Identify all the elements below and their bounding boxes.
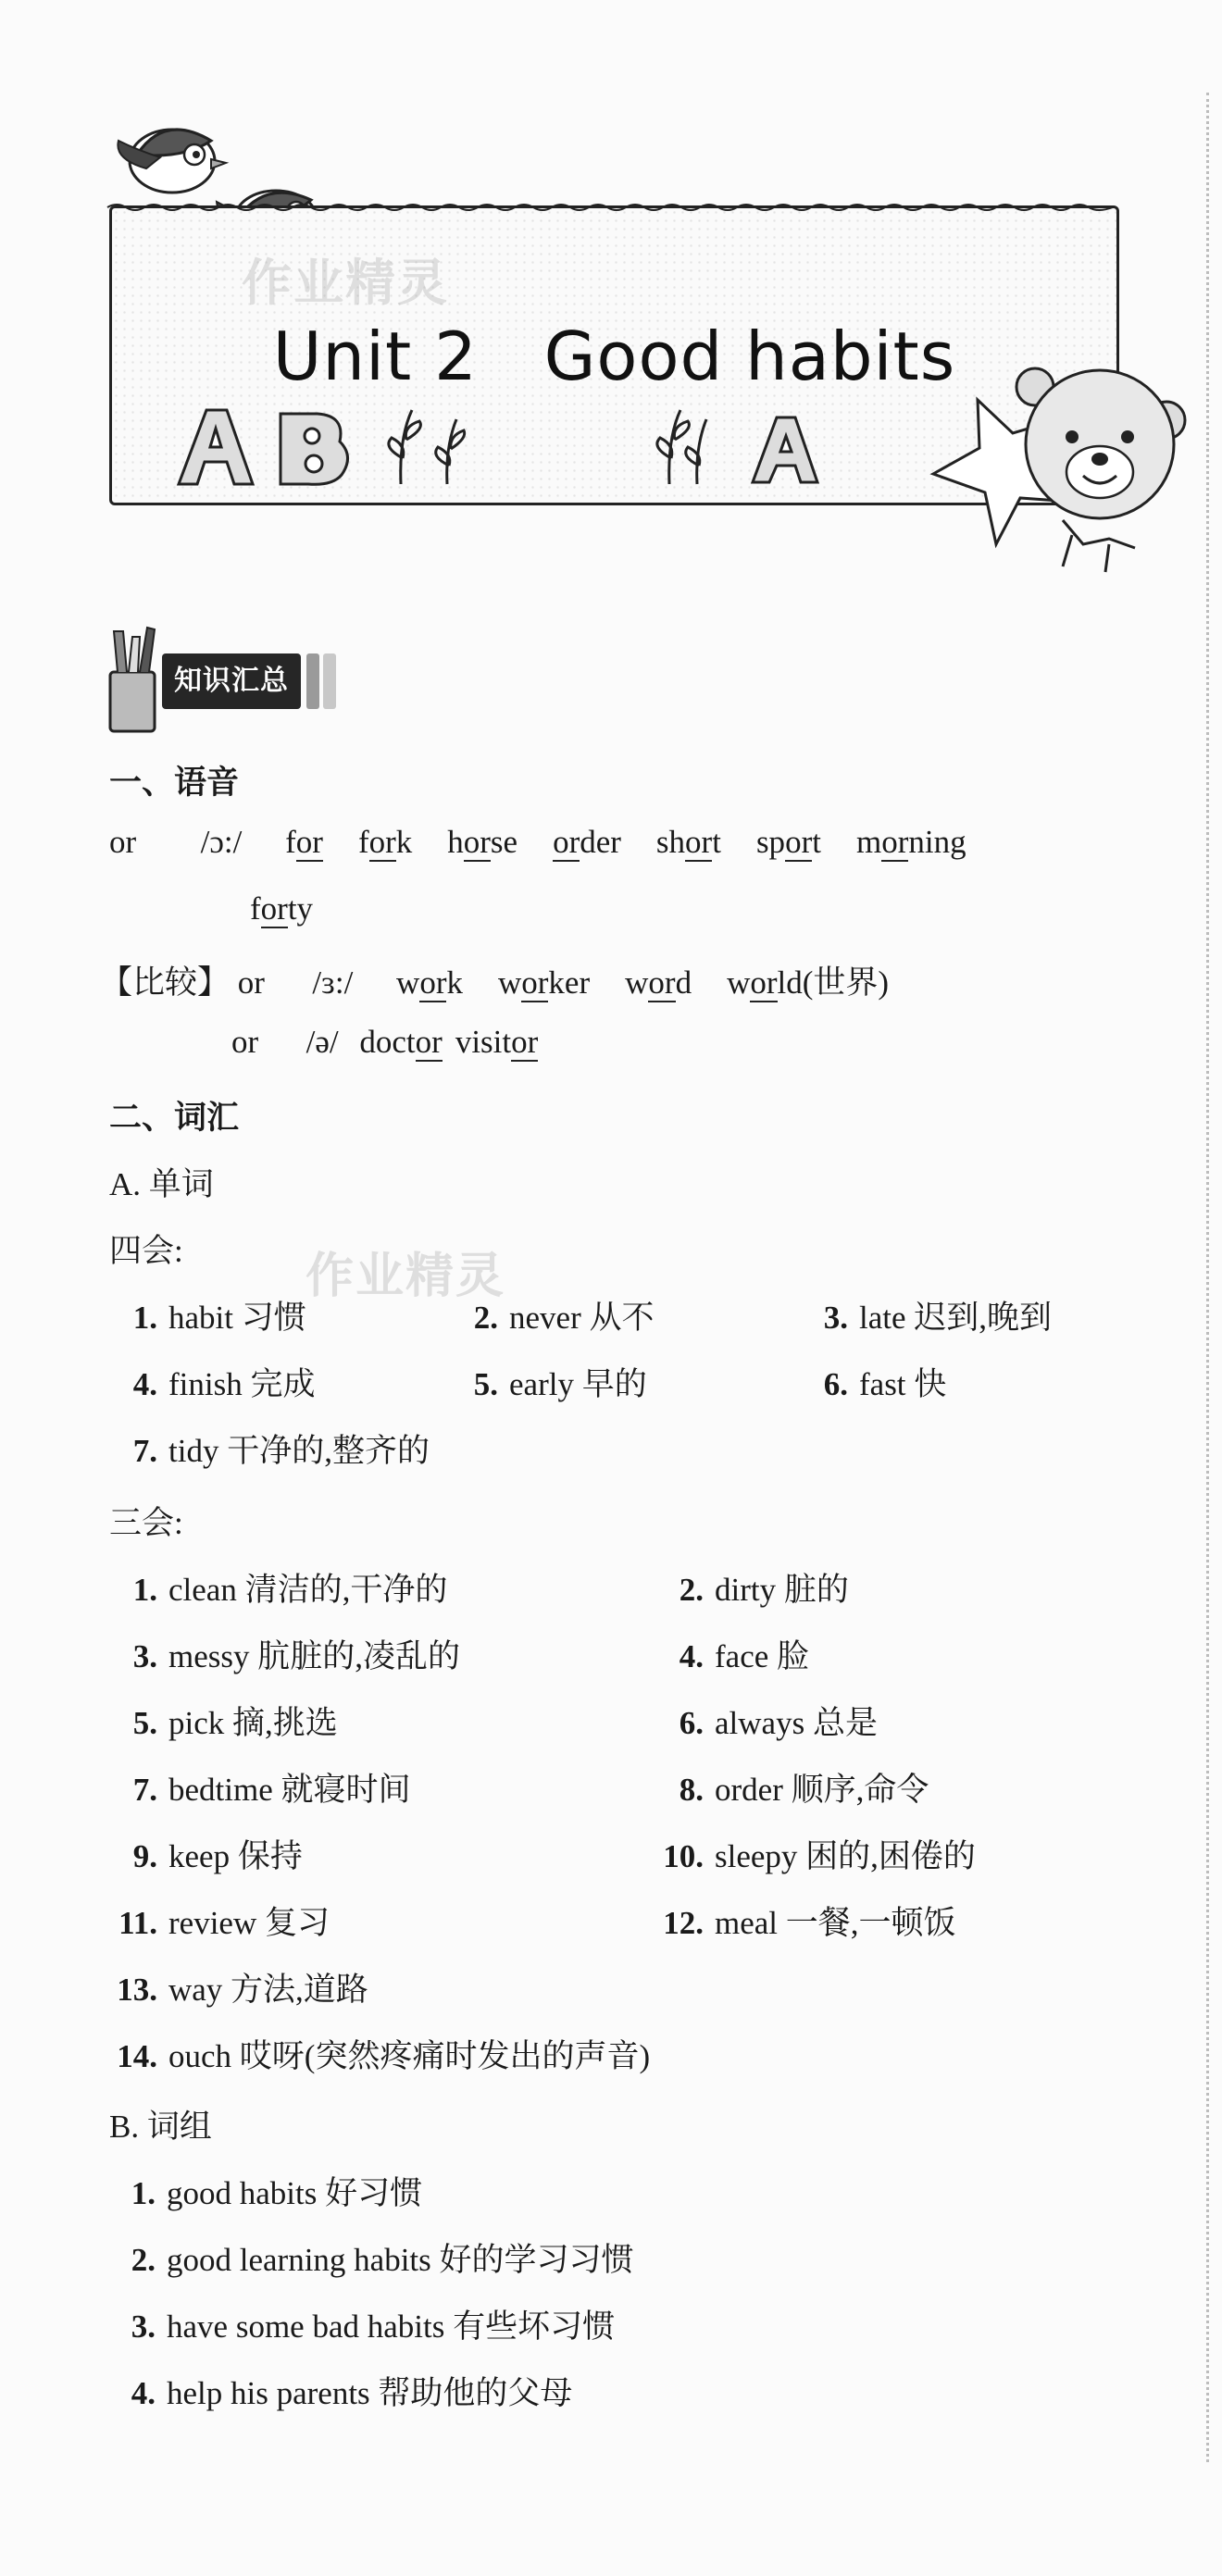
item-text: never 从不 (509, 1300, 655, 1336)
item-text: sleepy 困的,困倦的 (715, 1838, 976, 1874)
example-word: worker (497, 964, 591, 1001)
item-number: 3. (132, 1638, 157, 1674)
vocab-item (93, 1631, 460, 1677)
underlined-letters: or (785, 824, 813, 860)
item-text: dirty 脏的 (715, 1572, 849, 1608)
vocab-item (102, 2234, 634, 2281)
item-number: 2. (473, 1300, 498, 1336)
underlined-letters: or (521, 964, 549, 1001)
item-text: clean 清洁的,干净的 (168, 1572, 448, 1608)
item-text: way 方法,道路 (168, 1972, 368, 2008)
item-number: 2. (679, 1572, 704, 1608)
item-text: early 早的 (509, 1366, 647, 1402)
word-list (346, 1024, 538, 1060)
item-text: good learning habits 好的学习习惯 (167, 2242, 634, 2278)
item-text: tidy 干净的,整齐的 (168, 1433, 430, 1469)
item-text: messy 肮脏的,凌乱的 (168, 1638, 461, 1674)
vocab-item (104, 1359, 315, 1405)
bear-mascot-icon (924, 363, 1192, 585)
vocab-sub-b: B. 词组 (109, 2109, 212, 2145)
compare-label: 【比较】 (100, 964, 231, 1001)
item-number: 2. (131, 2242, 156, 2278)
item-text: pick 摘,挑选 (168, 1705, 338, 1741)
item-number: 13. (117, 1972, 157, 2008)
item-number: 9. (132, 1838, 157, 1874)
item-text: late 迟到,晚到 (859, 1300, 1053, 1336)
item-text: order 顺序,命令 (715, 1772, 929, 1808)
vocab-item (93, 1964, 368, 2010)
pencil-cup-icon (105, 626, 160, 737)
vocab-item (102, 2301, 615, 2347)
phonetic-symbol: /ɜ:/ (312, 964, 354, 1001)
item-text: review 复习 (168, 1905, 330, 1941)
item-number: 14. (117, 2038, 157, 2074)
phonetics-row-2 (100, 957, 889, 1003)
vocab-item (104, 1425, 430, 1472)
page-edge-dotted-line (1206, 93, 1209, 2462)
example-word: order (553, 824, 621, 860)
item-number: 1. (132, 1572, 157, 1608)
item-number: 4. (131, 2375, 156, 2411)
badge-stripe (323, 653, 336, 709)
item-text: habit 习惯 (168, 1300, 306, 1336)
item-number: 4. (679, 1638, 704, 1674)
letters: or (231, 1024, 259, 1060)
underlined-letters: or (511, 1024, 539, 1060)
vocab-item (444, 1292, 654, 1338)
vocab-item (93, 1698, 338, 1744)
item-text: ouch 哎呀(突然疼痛时发出的声音) (168, 2038, 651, 2074)
underlined-letters: or (260, 890, 288, 927)
underlined-letters: or (881, 824, 909, 860)
item-number: 11. (118, 1905, 157, 1941)
vocab-item (93, 1564, 447, 1611)
example-word: horse (447, 824, 518, 860)
word-list (250, 824, 966, 860)
item-text: finish 完成 (168, 1366, 316, 1402)
underlined-letters: or (463, 824, 491, 860)
vocab-sub-a: A. 单词 (109, 1166, 214, 1202)
four-skills-label: 四会: (109, 1233, 183, 1269)
item-text: bedtime 就寝时间 (168, 1772, 411, 1808)
example-word: short (655, 824, 721, 860)
example-word: work (396, 964, 463, 1001)
vocab-item (639, 1764, 929, 1811)
underlined-letters: or (648, 964, 676, 1001)
underlined-letters: or (368, 824, 396, 860)
vocab-item (639, 1898, 956, 1944)
example-word: doctor (359, 1024, 443, 1060)
badge-stripe (306, 653, 319, 709)
underlined-letters: or (415, 1024, 443, 1060)
example-word: fork (357, 824, 413, 860)
item-number: 3. (131, 2308, 156, 2345)
example-word: forty (250, 890, 314, 927)
item-text: good habits 好习惯 (167, 2175, 423, 2211)
vocab-item (93, 1764, 411, 1811)
section-badge-label: 知识汇总 (162, 653, 301, 709)
underlined-letters: or (553, 824, 580, 860)
item-text: face 脸 (715, 1638, 810, 1674)
example-word: for (285, 824, 323, 860)
word-list (250, 890, 313, 928)
vocab-item (444, 1359, 647, 1405)
item-number: 6. (823, 1366, 848, 1402)
item-text: fast 快 (859, 1366, 947, 1402)
vocab-item (102, 2168, 422, 2214)
letters: or (109, 824, 137, 860)
item-number: 5. (132, 1705, 157, 1741)
underlined-letters: or (419, 964, 447, 1001)
item-text: help his parents 帮助他的父母 (167, 2375, 573, 2411)
phonetics-heading: 一、语音 (109, 765, 240, 802)
vocab-item (639, 1698, 878, 1744)
item-number: 3. (823, 1300, 848, 1336)
item-number: 8. (679, 1772, 704, 1808)
underlined-letters: or (685, 824, 713, 860)
item-text: keep 保持 (168, 1838, 303, 1874)
example-word: visitor (455, 1024, 539, 1060)
vocab-item (794, 1292, 1052, 1338)
phonetics-row-3 (231, 1024, 538, 1061)
phonetics-row-1 (109, 824, 966, 861)
vocab-item (639, 1631, 809, 1677)
vocab-item (639, 1831, 976, 1877)
item-number: 10. (663, 1838, 704, 1874)
watermark: 作业精灵 (242, 254, 449, 312)
example-word: morning (855, 824, 966, 860)
underlined-letters: or (750, 964, 778, 1001)
item-number: 5. (473, 1366, 498, 1402)
example-word: word (625, 964, 692, 1001)
item-text: always 总是 (715, 1705, 878, 1741)
item-number: 1. (132, 1300, 157, 1336)
phonetic-symbol: /ə/ (306, 1024, 339, 1060)
item-number: 7. (132, 1433, 157, 1469)
item-number: 1. (131, 2175, 156, 2211)
watermark: 作业精灵 (306, 1249, 506, 1304)
vocab-item (93, 1898, 330, 1944)
item-text: meal 一餐,一顿饭 (715, 1905, 956, 1941)
vocab-item (102, 2368, 572, 2414)
example-word: world(世界) (727, 964, 890, 1001)
item-number: 12. (663, 1905, 704, 1941)
phonetic-symbol: /ɔ:/ (200, 824, 243, 860)
unit-title: Unit 2 Good habits (272, 317, 956, 395)
vocab-heading: 二、词汇 (109, 1100, 240, 1137)
item-number: 7. (132, 1772, 157, 1808)
letters: or (237, 964, 265, 1001)
item-number: 6. (679, 1705, 704, 1741)
example-word: sport (755, 824, 821, 860)
vocab-item (93, 1831, 303, 1877)
vocab-item (93, 2031, 650, 2077)
underlined-letters: or (295, 824, 323, 860)
three-skills-label: 三会: (109, 1505, 183, 1541)
item-text: have some bad habits 有些坏习惯 (167, 2308, 616, 2345)
vocab-item (794, 1359, 946, 1405)
phonetics-row-1-continued (250, 890, 313, 927)
vocab-item (104, 1292, 306, 1338)
word-list (361, 964, 889, 1001)
section-badge (105, 626, 289, 741)
vocab-item (639, 1564, 849, 1611)
item-number: 4. (132, 1366, 157, 1402)
